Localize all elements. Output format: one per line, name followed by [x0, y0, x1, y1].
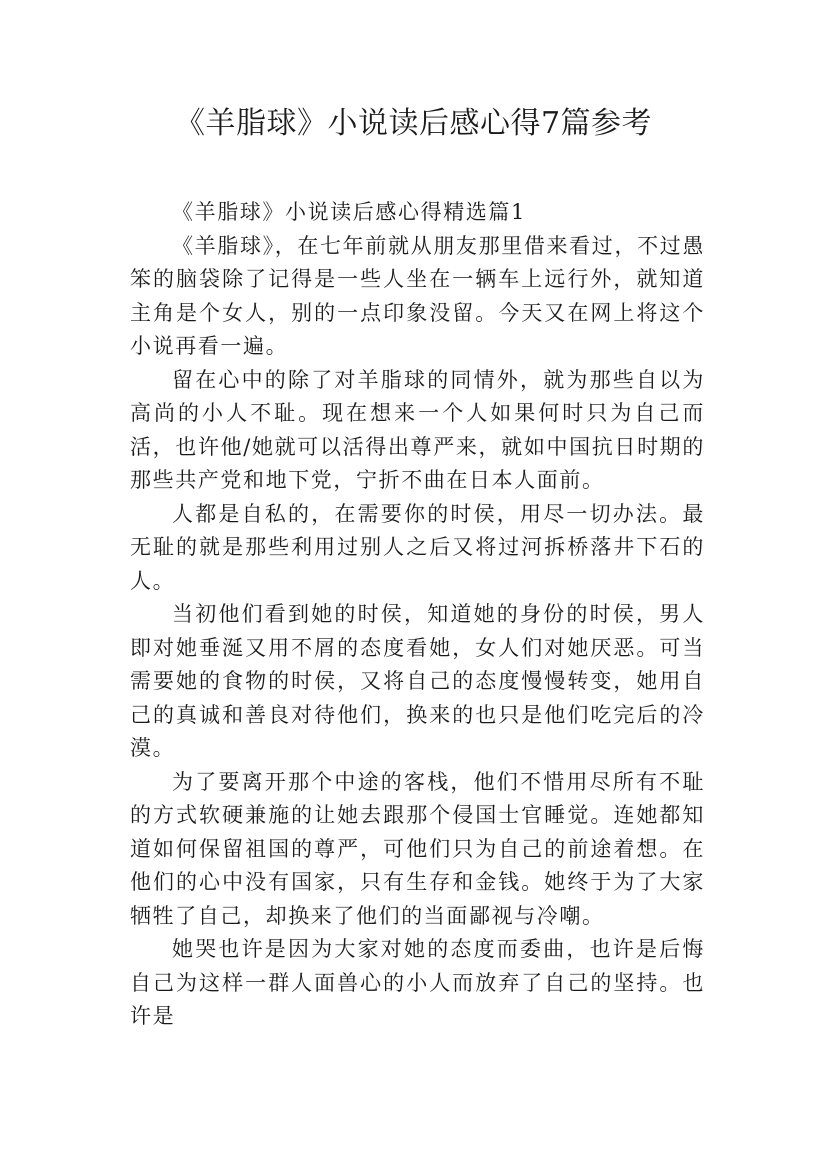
document-title: 《羊脂球》小说读后感心得7篇参考 — [174, 106, 653, 141]
section-heading: 《羊脂球》小说读后感心得精选篇1 — [172, 200, 526, 224]
paragraph: 为了要离开那个中途的客栈，他们不惜用尽所有不耻的方式软硬兼施的让她去跟那个侵国士官睡觉。连她都知道如何保留祖国的尊严，可他们只为自己的前途着想。在他们的心中没有国家，只有生存和金钱。她终于为了大家牺牲了自己，却换来了他们的当面鄙视与冷嘲。 — [130, 769, 705, 928]
paragraph: 她哭也许是因为大家对她的态度而委曲，也许是后悔自己为这样一群人面兽心的小人而放弃了自己的坚持。也许是 — [130, 937, 705, 1028]
document-body — [130, 196, 705, 1034]
paragraph: 留在心中的除了对羊脂球的同情外，就为那些自以为高尚的小人不耻。现在想来一个人如果何时只为自己而活，也许他/她就可以活得出尊严来，就如中国抗日时期的那些共产党和地下党，宁折不曲在日本人面前。 — [130, 367, 705, 492]
paragraph: 当初他们看到她的时侯，知道她的身份的时侯，男人即对她垂涎又用不屑的态度看她，女人们对她厌恶。可当需要她的食物的时侯，又将自己的态度慢慢转变，她用自己的真诚和善良对待他们，换来的也只是他们吃完后的冷漠。 — [130, 602, 705, 760]
paragraph: 《羊脂球》，在七年前就从朋友那里借来看过，不过愚笨的脑袋除了记得是一些人坐在一辆车上远行外，就知道主角是个女人，别的一点印象没留。今天又在网上将这个小说再看一遍。 — [130, 233, 705, 358]
paragraph: 人都是自私的，在需要你的时侯，用尽一切办法。最无耻的就是那些利用过别人之后又将过河拆桥落井下石的人。 — [130, 501, 705, 593]
